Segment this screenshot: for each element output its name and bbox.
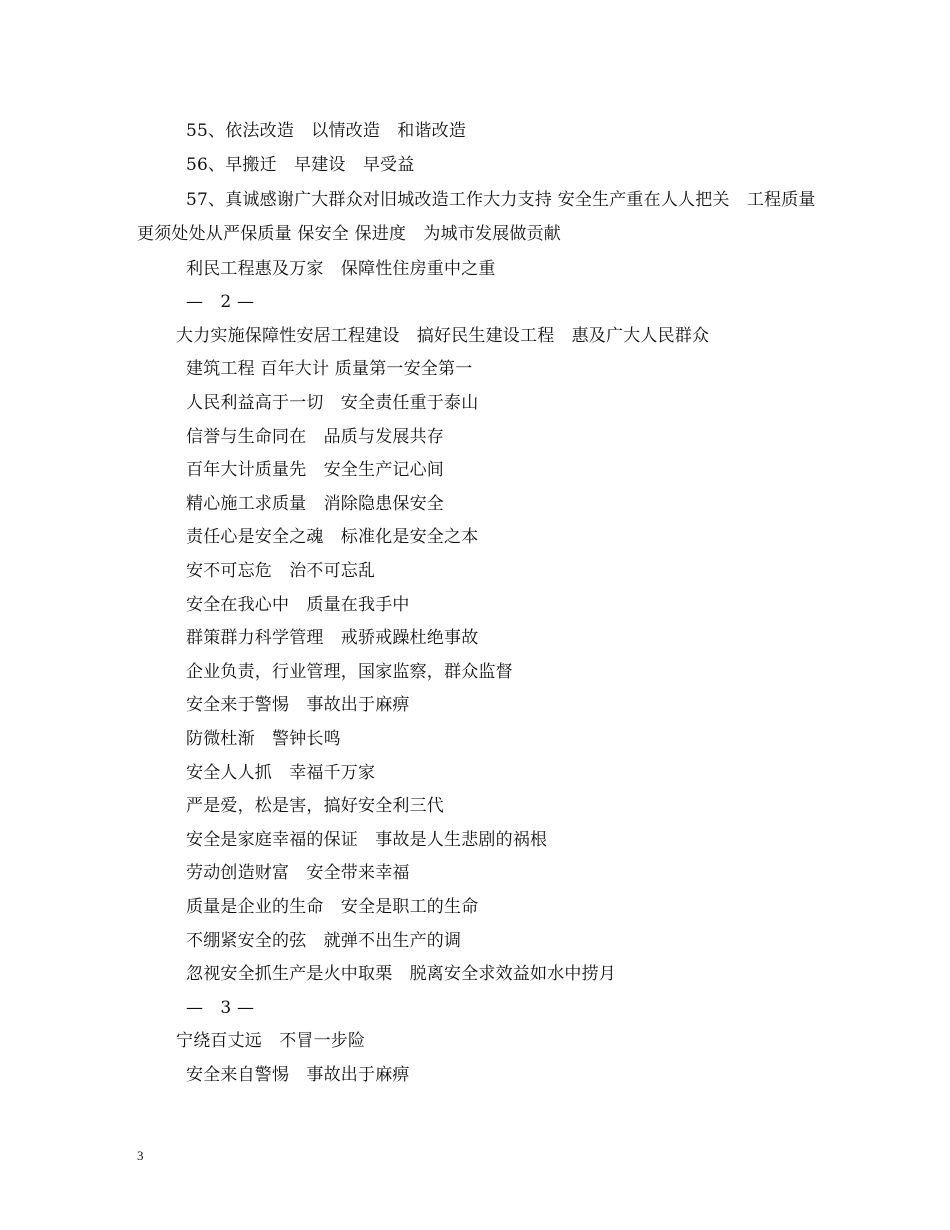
text-line: 利民工程惠及万家 保障性住房重中之重 [186,259,496,279]
text-line: 安全在我心中 质量在我手中 [186,595,410,615]
page-separator: — 3 — [186,998,255,1018]
text-line: 劳动创造财富 安全带来幸福 [186,863,410,883]
text-line: 宁绕百丈远 不冒一步险 [176,1031,366,1051]
text-line: 信誉与生命同在 品质与发展共存 [186,427,444,447]
text-paragraph: 57、真诚感谢广大群众对旧城改造工作大力支持 安全生产重在人人把关 工程质量更须处处从严保质量 保安全 保进度 为城市发展做贡献 [137,190,816,244]
text-line: 不绷紧安全的弦 就弹不出生产的调 [186,931,462,951]
text-line: 安全来自警惕 事故出于麻痹 [186,1065,410,1085]
text-line: 安全是家庭幸福的保证 事故是人生悲剧的祸根 [186,830,548,850]
text-line: 建筑工程 百年大计 质量第一安全第一 [186,359,473,379]
text-line: 群策群力科学管理 戒骄戒躁杜绝事故 [186,628,479,648]
text-line: 大力实施保障性安居工程建设 搞好民生建设工程 惠及广大人民群众 [176,326,710,346]
text-line: 责任心是安全之魂 标准化是安全之本 [186,527,479,547]
page-number: 3 [137,1148,144,1163]
text-line: 防微杜渐 警钟长鸣 [186,729,341,749]
text-line: 精心施工求质量 消除隐患保安全 [186,494,444,514]
text-line: 安全来于警惕 事故出于麻痹 [186,695,410,715]
text-line: 56、早搬迁 早建设 早受益 [186,155,415,175]
page-separator: — 2 — [186,292,255,312]
text-line: 严是爱，松是害，搞好安全利三代 [186,796,444,816]
text-line: 人民利益高于一切 安全责任重于泰山 [186,393,479,413]
text-line: 安全人人抓 幸福千万家 [186,763,376,783]
text-line: 质量是企业的生命 安全是职工的生命 [186,897,479,917]
text-line: 百年大计质量先 安全生产记心间 [186,460,444,480]
text-line: 忽视安全抓生产是火中取栗 脱离安全求效益如水中捞月 [186,964,616,984]
text-line: 55、依法改造 以情改造 和谐改造 [186,121,467,141]
text-line: 安不可忘危 治不可忘乱 [186,561,376,581]
text-line: 企业负责，行业管理，国家监察，群众监督 [186,662,513,682]
